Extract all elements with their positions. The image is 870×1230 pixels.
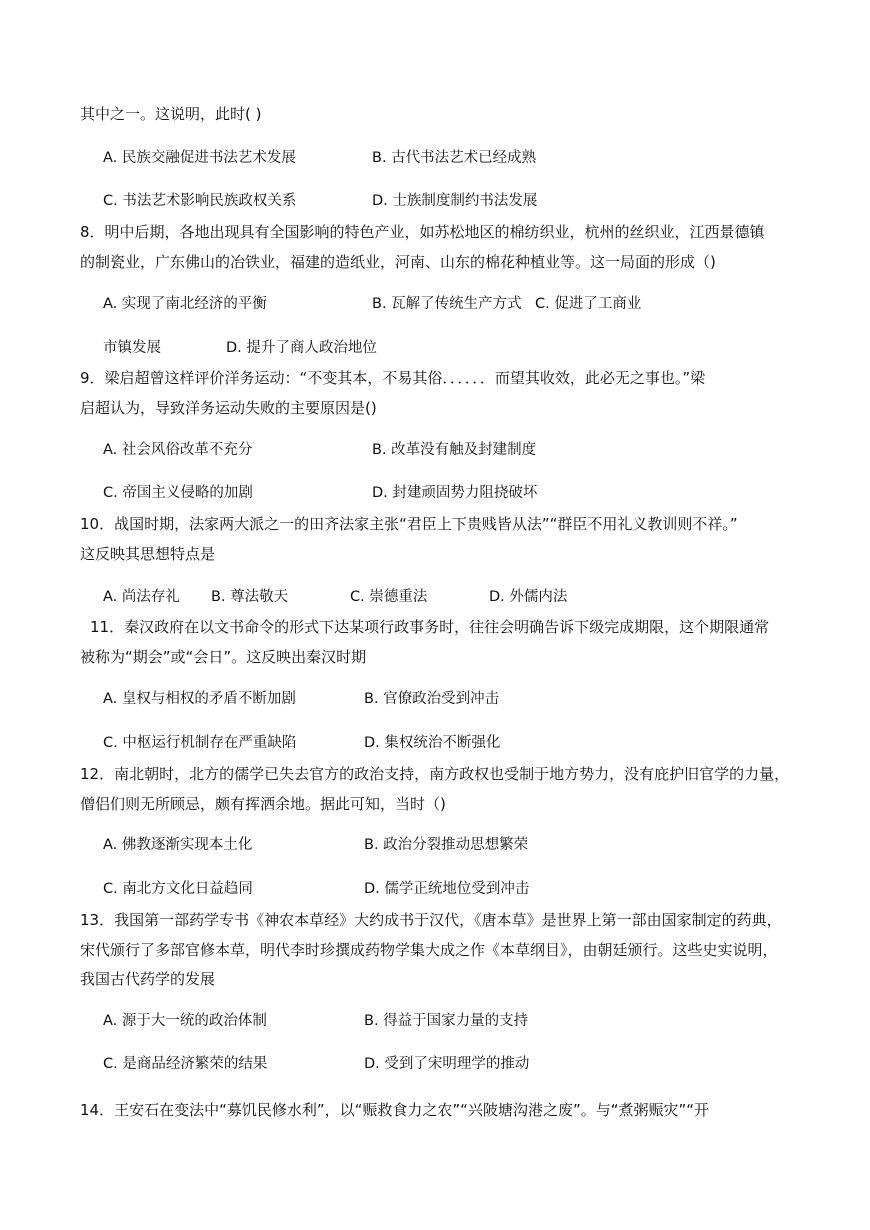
q8-option-c-continued: 市镇发展 bbox=[103, 340, 161, 356]
q11-option-d: D. 集权统治不断强化 bbox=[364, 735, 501, 751]
q11-stem-line-2: 被称为“期会”或“会日”。这反映出秦汉时期 bbox=[80, 648, 367, 666]
q10-option-b: B. 尊法敬天 bbox=[211, 589, 289, 605]
q9-option-b: B. 改革没有触及封建制度 bbox=[372, 442, 537, 458]
q10-stem-line-2: 这反映其思想特点是 bbox=[80, 545, 216, 563]
q8-stem-line-2: 的制瓷业，广东佛山的冶铁业，福建的造纸业，河南、山东的棉花种植业等。这一局面的形成（) bbox=[80, 253, 716, 271]
q13-stem-line-3: 我国古代药学的发展 bbox=[80, 970, 216, 988]
q8-option-d: D. 提升了商人政治地位 bbox=[226, 340, 377, 356]
q7-option-b: B. 古代书法艺术已经成熟 bbox=[372, 150, 537, 166]
q8-option-c: C. 促进了工商业 bbox=[535, 296, 642, 312]
q11-option-b: B. 官僚政治受到冲击 bbox=[364, 691, 500, 707]
q9-stem-line-1: 9．梁启超曾这样评价洋务运动：“不变其本，不易其俗．．．．．．而望其收效，此必无之事也。”梁 bbox=[80, 369, 706, 387]
q8-option-b: B. 瓦解了传统生产方式 bbox=[372, 296, 522, 312]
q8-option-a: A. 实现了南北经济的平衡 bbox=[103, 296, 267, 312]
q9-option-c: C. 帝国主义侵略的加剧 bbox=[103, 485, 253, 501]
q9-option-a: A. 社会风俗改革不充分 bbox=[103, 442, 253, 458]
q12-stem-line-1: 12．南北朝时，北方的儒学已失去官方的政治支持，南方政权也受制于地方势力，没有庇护旧官学的力量， bbox=[80, 765, 790, 783]
q13-option-b: B. 得益于国家力量的支持 bbox=[364, 1013, 529, 1029]
q14-stem-line-1: 14．王安石在变法中“募饥民修水利”，以“赈救食力之农”“兴陂塘沟港之废”。与“煮粥赈灾”“开 bbox=[80, 1101, 710, 1119]
q12-option-a: A. 佛教逐渐实现本土化 bbox=[103, 837, 253, 853]
q7-option-d: D. 士族制度制约书法发展 bbox=[372, 193, 538, 209]
q11-stem-line-1: 11．秦汉政府在以文书命令的形式下达某项行政事务时，往往会明确告诉下级完成期限，这个期限通常 bbox=[90, 618, 770, 636]
q10-option-a: A. 尚法存礼 bbox=[103, 589, 180, 605]
q13-option-c: C. 是商品经济繁荣的结果 bbox=[103, 1056, 268, 1072]
question-7-stem-end: 其中之一。这说明，此时( ) bbox=[80, 105, 262, 123]
q12-option-c: C. 南北方文化日益趋同 bbox=[103, 881, 253, 897]
q10-option-d: D. 外儒内法 bbox=[489, 589, 568, 605]
q7-option-c: C. 书法艺术影响民族政权关系 bbox=[103, 193, 297, 209]
q13-stem-line-2: 宋代颁行了多部官修本草，明代李时珍撰成药物学集大成之作《本草纲目》，由朝廷颁行。这些史实说明， bbox=[80, 941, 778, 959]
q13-option-a: A. 源于大一统的政治体制 bbox=[103, 1013, 267, 1029]
q12-option-d: D. 儒学正统地位受到冲击 bbox=[364, 881, 530, 897]
q10-option-c: C. 崇德重法 bbox=[350, 589, 428, 605]
q12-option-b: B. 政治分裂推动思想繁荣 bbox=[364, 837, 529, 853]
q9-stem-line-2: 启超认为，导致洋务运动失败的主要原因是() bbox=[80, 399, 377, 417]
q10-stem-line-1: 10．战国时期，法家两大派之一的田齐法家主张“君臣上下贵贱皆从法”“群臣不用礼义教训则不祥。” bbox=[80, 515, 738, 533]
q7-option-a: A. 民族交融促进书法艺术发展 bbox=[103, 150, 296, 166]
q11-option-c: C. 中枢运行机制存在严重缺陷 bbox=[103, 735, 297, 751]
q9-option-d: D. 封建顽固势力阻挠破坏 bbox=[372, 485, 538, 501]
q13-stem-line-1: 13．我国第一部药学专书《神农本草经》大约成书于汉代，《唐本草》是世界上第一部由国家制定的药典， bbox=[80, 911, 782, 929]
q12-stem-line-2: 僧侣们则无所顾忌，颇有挥洒余地。据此可知，当时（) bbox=[80, 795, 446, 813]
q13-option-d: D. 受到了宋明理学的推动 bbox=[364, 1056, 530, 1072]
q8-stem-line-1: 8．明中后期，各地出现具有全国影响的特色产业，如苏松地区的棉纺织业，杭州的丝织业，江西景德镇 bbox=[80, 223, 765, 241]
q11-option-a: A. 皇权与相权的矛盾不断加剧 bbox=[103, 691, 296, 707]
